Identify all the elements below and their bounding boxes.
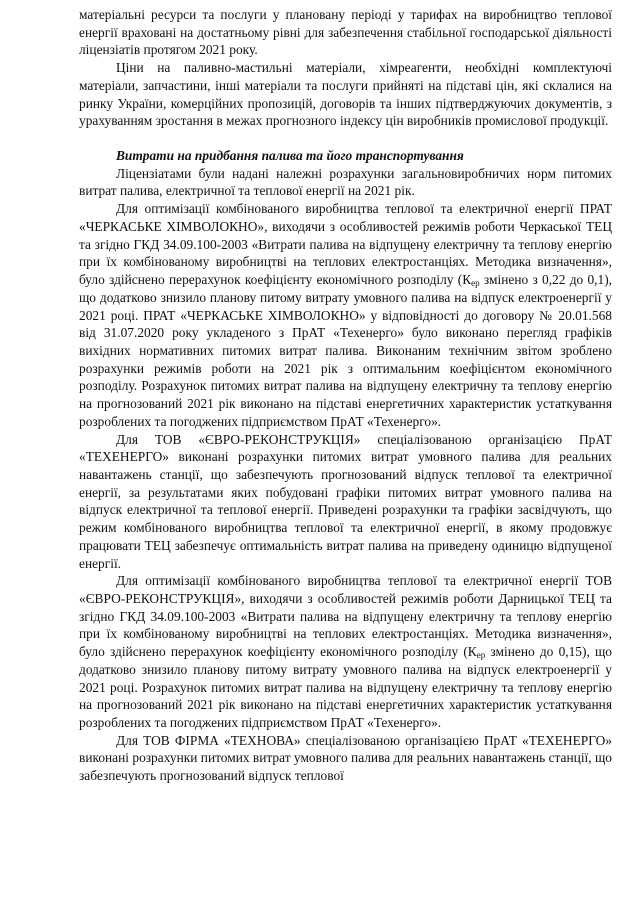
paragraph-4 [79, 200, 612, 430]
paragraph-5: Для ТОВ «ЄВРО-РЕКОНСТРУКЦІЯ» спеціалізованою організацією ПрАТ «ТЕХЕНЕРГО» виконані розрахунки питомих витрат умовного палива для реальних навантажень станції, що забезпечують прогнозований відпуск теплової та електричної енергії, за результатами яких побудовані графіки питомих витрат умовного палива на відпуск електричної та теплової енергії. Приведені розрахунки та графіки засвідчують, що режим комбінованого виробництва теплової та електричної енергії, в якому продовжує працювати ТЕЦ забезпечує оптимальність витрат палива на приведену одиницю відпущеної енергії. [79, 431, 612, 571]
paragraph-7: Для ТОВ ФІРМА «ТЕХНОВА» спеціалізованою організацією ПрАТ «ТЕХЕНЕРГО» виконані розрахунки питомих витрат умовного палива для реальних навантажень станції, що забезпечують прогнозований відпуск теплової [79, 732, 612, 784]
paragraph-4-subscript: ер [471, 278, 480, 289]
paragraph-6-subscript: ер [476, 650, 486, 661]
paragraph-6 [79, 572, 612, 731]
section-heading: Витрати на придбання палива та його транспортування [116, 148, 464, 164]
paragraph-4-text-b: змінено з 0,22 до 0,1), що додатково знизило планову питому витрату умовного палива на відпуск електроенергії у 2021 році. ПРАТ «ЧЕРКАСЬКЕ ХІМВОЛОКНО» у відповідності до договору № 20.01.568 від 31.07.2020 року укладеного з ПрАТ «Техенерго» було виконано перегляд графіків вихідних нормативних питомих витрат палива. Виконаним технічним звітом зроблено розрахунки режимів роботи на 2021 рік з оптимальним коефіцієнтом економічного розподілу. Розрахунок питомих витрат палива на відпущену електричну та теплову енергію на прогнозований 2021 рік виконано на підставі енергетичних характеристик устаткування розроблених та погоджених підприємством ПрАТ «Техенерго». [79, 272, 613, 429]
paragraph-6-text-b: змінено до 0,15), що додатково знизило планову питому витрату умовного палива на відпуск електроенергії у 2021 році. Розрахунок питомих витрат палива на відпущену електричну та теплову енергію на прогнозований 2021 рік виконано на підставі енергетичних характеристик устаткування розроблених та погоджених підприємством ПрАТ «Техенерго». [79, 644, 612, 731]
paragraph-3: Ліцензіатами були надані належні розрахунки загальновиробничих норм питомих витрат палива, електричної та теплової енергії на 2021 рік. [79, 165, 612, 199]
paragraph-4-text-a: Для оптимізації комбінованого виробництва теплової та електричної енергії ПРАТ «ЧЕРКАСЬКЕ ХІМВОЛОКНО», виходячи з особливостей режимів роботи Черкаської ТЕЦ та згідно ГКД 34.09.100-2003 «Витрати палива на відпущену електричну та теплову енергію при їх комбінованому виробництві на теплових електростанціях. Методика визначення», було здійснено перерахунок коефіцієнту економічного розподілу (К [79, 201, 612, 288]
paragraph-6-text-a: Для оптимізації комбінованого виробництва теплової та електричної енергії ТОВ «ЄВРО-РЕКОНСТРУКЦІЯ», виходячи з особливостей режимів роботи Дарницької ТЕЦ та згідно ГКД 34.09.100-2003 «Витрати палива на відпущену електричну та теплову енергію при їх комбінованому виробництві на теплових електростанціях. Методика визначення», було здійснено перерахунок коефіцієнту економічного розподілу (К [79, 573, 612, 660]
paragraph-1: матеріальні ресурси та послуги у плановану періоді у тарифах на виробництво теплової енергії враховані на достатньому рівні для забезпечення стабільної господарської діяльності ліцензіатів протягом 2021 року. [79, 7, 612, 58]
document-page [79, 0, 612, 785]
paragraph-2: Ціни на паливно-мастильні матеріали, хімреагенти, необхідні комплектуючі матеріали, запчастини, інші матеріали та послуги прийняті на підставі цін, які склалися на ринку України, комерційних пропозицій, договорів та інших підтверджуючих документів, з урахуванням зростання в межах прогнозного індексу цін виробників промислової продукції. [79, 60, 612, 129]
